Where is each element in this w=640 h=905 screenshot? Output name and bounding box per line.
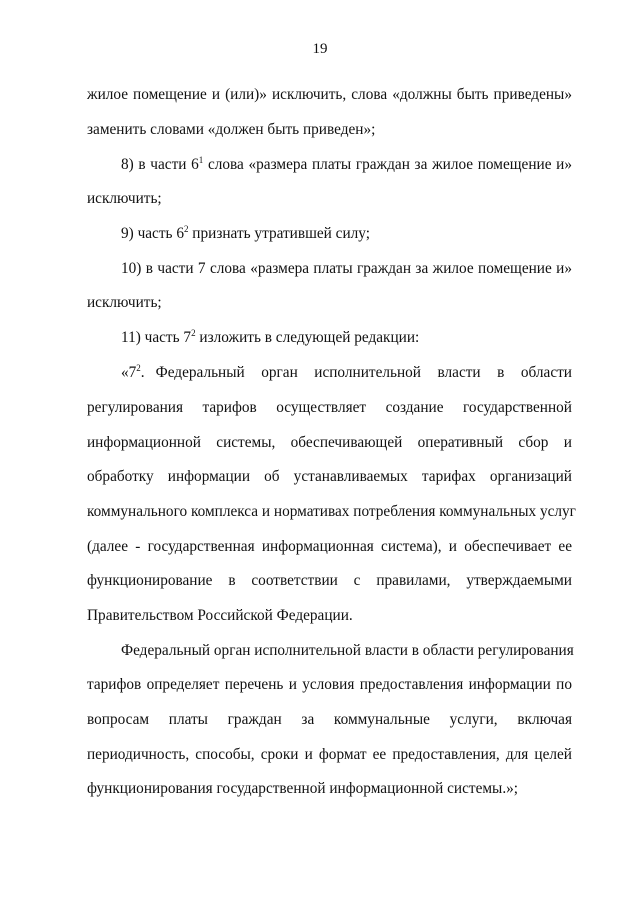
item-9-text: признать утратившей силу; <box>188 225 370 242</box>
item-8 <box>121 155 572 175</box>
text-line: информационной системы, обеспечивающей оперативный сбор и <box>87 434 572 451</box>
page-number: 19 <box>312 41 328 57</box>
text-line: обработку информации об устанавливаемых тарифах организаций <box>87 468 572 485</box>
item-11-prefix: 11) часть 7 <box>121 329 192 346</box>
item-10: 10) в части 7 слова «размера платы граждан за жилое помещение и» <box>121 260 572 277</box>
text-line: исключить; <box>87 294 162 311</box>
item-8-prefix: 8) в части 6 <box>121 156 199 173</box>
item-11 <box>121 328 419 348</box>
text-line: исключить; <box>87 190 162 207</box>
text-line: функционирования государственной информационной системы.»; <box>87 780 519 797</box>
text-line: вопросам платы граждан за коммунальные услуги, включая <box>87 711 572 728</box>
superscript: 2 <box>183 224 189 234</box>
text-line: функционирование в соответствии с правилами, утверждаемыми <box>87 572 572 589</box>
paragraph-2-first: Федеральный орган исполнительной власти в области регулирования <box>121 642 574 659</box>
text-line: коммунального комплекса и нормативах потребления коммунальных услуг <box>87 503 576 520</box>
superscript: 1 <box>198 155 204 165</box>
quote-prefix: «7 <box>121 364 137 381</box>
superscript: 2 <box>136 363 141 373</box>
item-8-text: слова «размера платы граждан за жилое помещение и» <box>203 156 572 173</box>
text-line: Правительством Российской Федерации. <box>87 607 353 624</box>
paragraph-text: . Федеральный орган исполнительной власти в области <box>140 364 572 381</box>
paragraph-7-2-first <box>121 363 572 383</box>
superscript: 2 <box>191 328 196 338</box>
text-line: тарифов определяет перечень и условия предоставления информации по <box>87 676 572 693</box>
item-11-text: изложить в следующей редакции: <box>195 329 420 346</box>
text-line: (далее - государственная информационная система), и обеспечивает ее <box>87 538 572 555</box>
text-line: регулирования тарифов осуществляет создание государственной <box>87 399 572 416</box>
text-line: заменить словами «должен быть приведен»; <box>87 121 376 138</box>
item-9-prefix: 9) часть 6 <box>121 225 184 242</box>
text-line: жилое помещение и (или)» исключить, слова «должны быть приведены» <box>87 86 572 103</box>
item-9 <box>121 224 370 244</box>
text-line: периодичность, способы, сроки и формат ее предоставления, для целей <box>87 746 572 763</box>
